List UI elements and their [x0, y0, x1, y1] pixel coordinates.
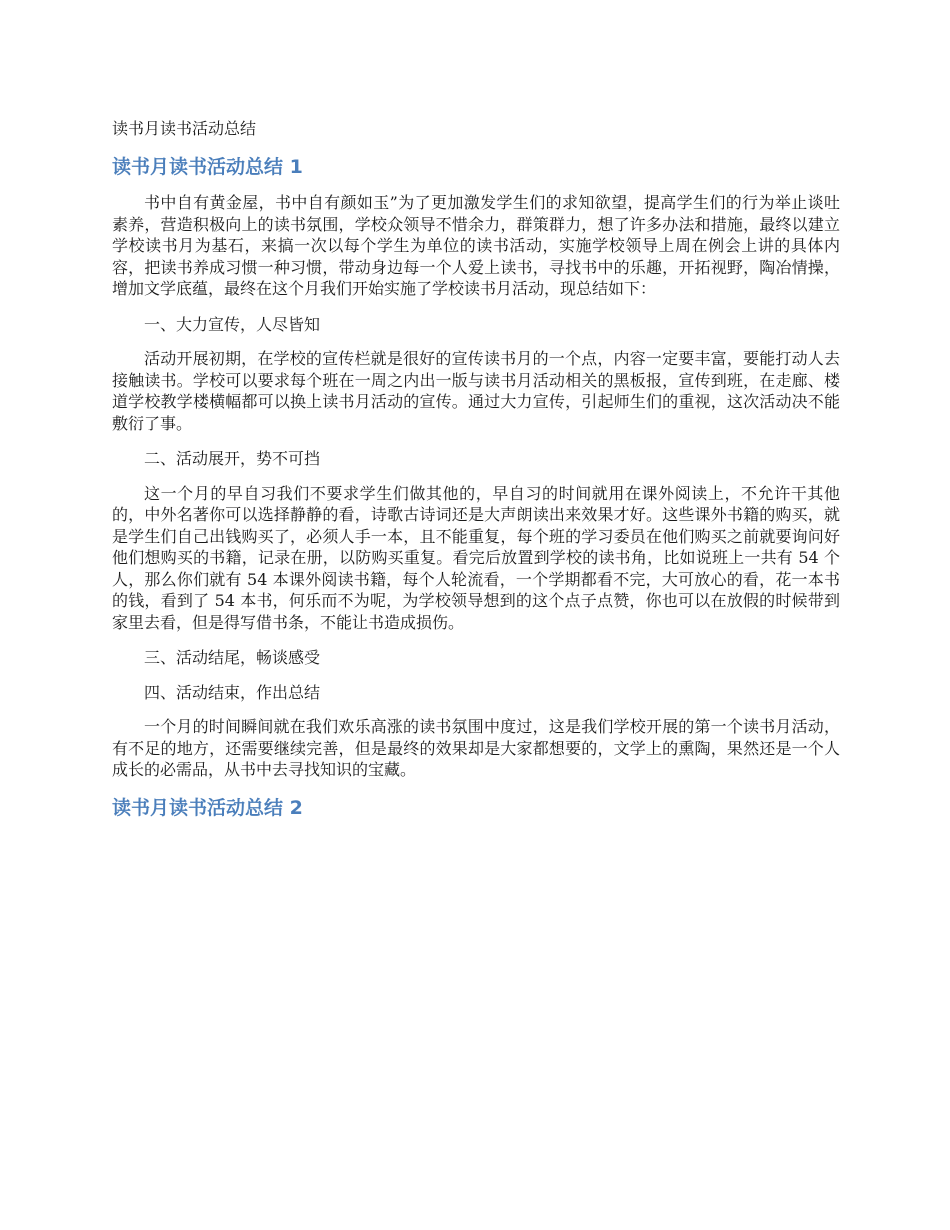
intro-paragraph: 书中自有黄金屋，书中自有颜如玉”为了更加激发学生们的求知欲望，提高学生们的行为举止谈吐素养，营造积极向上的读书氛围，学校众领导不惜余力，群策群力，想了许多办法和措施，最终以建立学校读书月为基石，来搞一次以每个学生为单位的读书活动，实施学校领导上周在例会上讲的具体内容，把读书养成习惯一种习惯，带动身边每一个人爱上读书，寻找书中的乐趣，开拓视野，陶冶情操，增加文学底蕴，最终在这个月我们开始实施了学校读书月活动，现总结如下：: [112, 193, 840, 298]
document-title: 读书月读书活动总结: [112, 119, 257, 138]
conclusion-paragraph: 一个月的时间瞬间就在我们欢乐高涨的读书氛围中度过，这是我们学校开展的第一个读书月活动，有不足的地方，还需要继续完善，但是最终的效果却是大家都想要的，文学上的熏陶，果然还是一个人成长的必需品，从书中去寻找知识的宝藏。: [112, 717, 840, 779]
subheading-activity-summary: 四、活动结束，作出总结: [144, 682, 321, 702]
subheading-activity-start: 二、活动展开，势不可挡: [144, 449, 321, 468]
subheading-activity-ending: 三、活动结尾，畅谈感受: [144, 648, 321, 667]
subheading-publicity: 一、大力宣传，人尽皆知: [144, 314, 321, 334]
section-heading-2: 读书月读书活动总结 2: [112, 796, 303, 819]
section-heading-1: 读书月读书活动总结 1: [112, 156, 303, 178]
publicity-paragraph: 活动开展初期，在学校的宣传栏就是很好的宣传读书月的一个点，内容一定要丰富，要能打动人去接触读书。学校可以要求每个班在一周之内出一版与读书月活动相关的黑板报，宣传到班，在走廊、楼道学校教学楼横幅都可以换上读书月活动的宣传。通过大力宣传，引起师生们的重视，这次活动决不能敷衍了事。: [112, 349, 840, 433]
document-page: [112, 118, 840, 833]
activity-paragraph: 这一个月的早自习我们不要求学生们做其他的，早自习的时间就用在课外阅读上，不允许干其他的，中外名著你可以选择静静的看，诗歌古诗词还是大声朗读出来效果才好。这些课外书籍的购买，就是学生们自己出钱购买了，必须人手一本，且不能重复，每个班的学习委员在他们购买之前就要询问好他们想购买的书籍，记录在册，以防购买重复。看完后放置到学校的读书角，比如说班上一共有 54 个人，那么你们就有 54 本课外阅读书籍，每个人轮流看，一个学期都看不完，大可放心的看，花一本书的钱，看到了 54 本书，何乐而不为呢，为学校领导想到的这个点子点赞，你也可以在放假的时候带到家里去看，但是得写借书条，不能让书造成损伤。: [112, 483, 840, 632]
